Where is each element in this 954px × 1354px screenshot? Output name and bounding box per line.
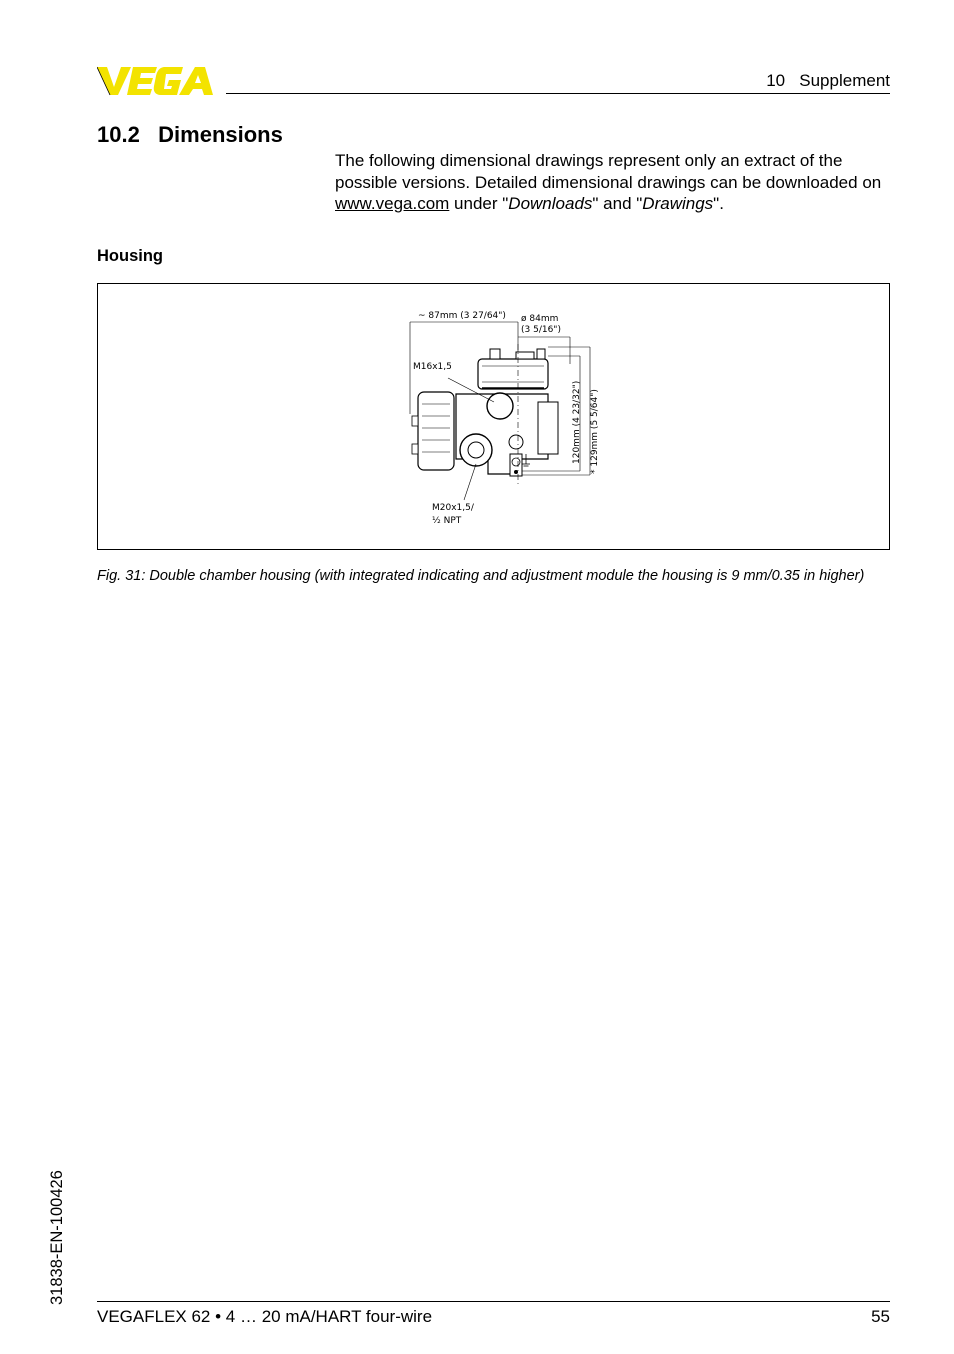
dim-height-label-1: 120mm (4 23/32") — [572, 380, 582, 464]
housing-subheading: Housing — [97, 247, 163, 265]
vega-link[interactable]: www.vega.com — [335, 194, 450, 213]
drawings-term: Drawings — [642, 194, 714, 213]
header-section: 10 Supplement — [766, 71, 890, 90]
vega-logo — [97, 64, 219, 98]
intro-text-3: " and " — [592, 194, 643, 213]
intro-paragraph — [335, 150, 895, 215]
dim-diameter-label-1: ø 84mm — [521, 314, 559, 324]
header-rule — [226, 93, 890, 94]
document-number: 31838-EN-100426 — [48, 1170, 66, 1305]
intro-text: The following dimensional drawings represent only an extract of the possible versions. Detailed dimensional drawings can be downloaded on — [335, 151, 882, 192]
dim-diameter-label-2: (3 5/16") — [521, 325, 561, 335]
downloads-term: Downloads — [508, 194, 593, 213]
thread-large-label-2: ½ NPT — [432, 516, 462, 526]
thread-small-label: M16x1,5 — [413, 362, 452, 372]
section-heading: 10.2 Dimensions — [97, 122, 283, 147]
intro-text-4: ". — [713, 194, 724, 213]
dim-width-label: ~ 87mm (3 27/64") — [418, 311, 506, 321]
page-number: 55 — [871, 1307, 890, 1326]
footer-product: VEGAFLEX 62 • 4 … 20 mA/HART four-wire — [97, 1307, 433, 1326]
thread-large-label-1: M20x1,5/ — [432, 503, 474, 513]
figure-box — [97, 283, 890, 550]
footer-rule — [97, 1301, 890, 1302]
housing-drawing — [398, 304, 618, 534]
dim-height-label-2: * 129mm (5 5/64") — [590, 389, 600, 474]
intro-text-2: under " — [449, 194, 509, 213]
figure-caption: Fig. 31: Double chamber housing (with integrated indicating and adjustment module the housing is 9 mm/0.35 in higher) — [97, 568, 865, 584]
